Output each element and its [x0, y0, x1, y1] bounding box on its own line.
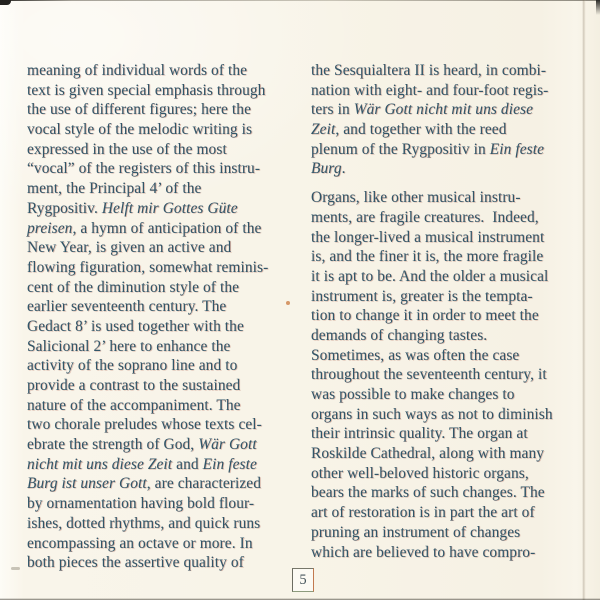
text-segment: art of restoration is in part the art of	[311, 504, 535, 522]
scan-top-edge-line	[0, 0, 600, 1]
text-segment: is, and the finer it is, the more fragile	[311, 248, 544, 266]
text-line	[311, 100, 589, 120]
italic-text-segment: nicht mit uns diese Zeit	[27, 455, 173, 473]
text-segment: demands of changing tastes.	[311, 326, 488, 344]
italic-text-segment: Ein feste	[202, 455, 257, 473]
text-segment: it is apt to be. And the older a musical	[311, 267, 549, 285]
text-segment: both pieces the assertive quality of	[27, 554, 244, 572]
text-line	[311, 140, 589, 160]
text-line	[311, 405, 589, 425]
paragraph	[311, 61, 589, 179]
text-segment: two chorale preludes whose texts cel-	[27, 416, 262, 434]
text-line	[311, 523, 589, 543]
text-line	[311, 306, 589, 326]
text-segment: the use of different figures; here the	[27, 101, 252, 119]
text-segment: instrument is, greater is the tempta-	[311, 287, 533, 305]
text-segment: activity of the soprano line and to	[27, 357, 238, 375]
text-segment: and	[172, 455, 203, 473]
text-line	[27, 120, 299, 140]
text-line	[27, 278, 299, 298]
text-line	[27, 100, 299, 120]
text-segment: bears the marks of such changes. The	[311, 484, 545, 502]
text-segment: was possible to make changes to	[311, 386, 515, 403]
text-line	[311, 61, 589, 81]
text-line	[27, 474, 299, 494]
text-line	[311, 464, 589, 484]
text-line	[311, 543, 589, 563]
text-segment: encompassing an octave or more. In	[27, 534, 253, 552]
text-segment: which are believed to have compro-	[311, 543, 536, 561]
text-line	[27, 61, 299, 81]
italic-text-segment: Zeit	[311, 121, 336, 139]
text-line	[27, 396, 299, 416]
text-line	[27, 415, 299, 435]
text-line	[27, 219, 299, 239]
scan-corner-mark-top-right	[596, 0, 600, 15]
text-segment: by ornamentation having bold flour-	[27, 495, 255, 513]
text-line	[311, 503, 589, 523]
text-segment: their intrinsic quality. The organ at	[311, 425, 528, 443]
text-line	[311, 346, 589, 366]
text-line	[311, 267, 589, 287]
italic-text-segment: Helft mir Gottes Güte	[101, 199, 238, 217]
text-segment: nature of the accompaniment. The	[27, 396, 241, 414]
text-line	[27, 435, 299, 455]
text-line	[27, 376, 299, 396]
text-segment: New Year, is given an active and	[27, 239, 232, 257]
text-line	[27, 258, 299, 278]
text-segment: provide a contrast to the sustained	[27, 377, 241, 394]
text-line	[27, 179, 299, 199]
italic-text-segment: Burg ist unser Gott	[27, 475, 147, 493]
text-segment: vocal style of the melodic writing is	[27, 121, 253, 139]
text-line	[27, 159, 299, 179]
text-segment: the longer-lived a musical instrument	[311, 228, 545, 246]
text-segment: organs in such ways as not to diminish	[311, 405, 553, 423]
text-segment: ebrate the strength of God,	[27, 436, 199, 454]
text-line	[27, 534, 299, 554]
text-segment: pruning an instrument of changes	[311, 523, 521, 541]
text-line	[27, 140, 299, 160]
page-number: 5	[299, 571, 307, 588]
text-line	[311, 188, 589, 208]
page-number-badge	[292, 568, 314, 592]
text-line	[27, 238, 299, 258]
italic-text-segment: Burg	[311, 160, 342, 178]
text-segment: , are characterized	[146, 475, 262, 493]
text-line	[27, 199, 299, 219]
right-text-column	[311, 61, 589, 571]
text-segment: nation with eight- and four-foot regis-	[311, 81, 549, 99]
text-line	[311, 385, 589, 405]
italic-text-segment: Ein feste	[489, 140, 545, 158]
text-segment: tion to change it in order to meet the	[311, 307, 539, 325]
text-segment: earlier seventeenth century. The	[27, 298, 227, 316]
text-segment: ters in	[311, 101, 354, 119]
text-segment: the Sesquialtera II is heard, in combi-	[311, 62, 547, 79]
text-line	[311, 81, 589, 101]
text-line	[27, 337, 299, 357]
text-line	[311, 208, 589, 228]
text-segment: Rygpositiv.	[27, 199, 102, 217]
paragraph	[311, 188, 589, 562]
text-line	[27, 297, 299, 317]
text-segment: Roskilde Cathedral, along with many	[311, 445, 545, 463]
text-segment: Organs, like other musical instru-	[311, 189, 521, 207]
text-segment: throughout the seventeenth century, it	[311, 366, 547, 384]
text-line	[27, 356, 299, 376]
text-line	[311, 228, 589, 248]
text-segment: other well-beloved historic organs,	[311, 464, 529, 482]
text-segment: Gedact 8’ is used together with the	[27, 317, 244, 335]
scan-smudge-mark	[11, 567, 20, 570]
text-line	[27, 514, 299, 534]
text-line	[27, 455, 299, 475]
italic-text-segment: Wär Gott nicht mit uns diese	[353, 101, 534, 119]
text-line	[311, 247, 589, 267]
scan-corner-mark-top-left	[0, 0, 11, 5]
text-line	[311, 483, 589, 503]
text-segment: ment, the Principal 4’ of the	[27, 180, 202, 198]
text-line	[311, 120, 589, 140]
text-line	[27, 553, 299, 573]
text-segment: text is given special emphasis through	[27, 81, 266, 99]
text-segment: meaning of individual words of the	[27, 62, 248, 79]
text-line	[27, 494, 299, 514]
text-segment: cent of the diminution style of the	[27, 278, 240, 296]
italic-text-segment: Wär Gott	[198, 436, 257, 454]
text-segment: flowing figuration, somewhat reminis-	[27, 258, 269, 276]
text-segment: , a hymn of anticipation of the	[72, 219, 262, 237]
text-segment: “vocal” of the registers of this instru-	[27, 160, 261, 178]
left-text-column	[27, 61, 299, 582]
text-line	[311, 287, 589, 307]
text-segment: Sometimes, as was often the case	[311, 346, 520, 364]
italic-text-segment: preisen	[27, 219, 73, 237]
text-line	[311, 365, 589, 385]
text-segment: .	[341, 160, 346, 178]
text-line	[311, 444, 589, 464]
text-line	[311, 159, 589, 179]
text-line	[27, 81, 299, 101]
text-segment: expressed in the use of the most	[27, 140, 227, 158]
text-segment: , and together with the reed	[335, 121, 507, 139]
text-line	[311, 424, 589, 444]
paragraph	[27, 61, 299, 573]
text-segment: ishes, dotted rhythms, and quick runs	[27, 514, 261, 532]
text-segment: plenum of the Rygpositiv in	[311, 140, 490, 158]
text-line	[311, 326, 589, 346]
text-line	[27, 317, 299, 337]
text-segment: ments, are fragile creatures. Indeed,	[311, 208, 539, 226]
text-segment: Salicional 2’ here to enhance the	[27, 337, 231, 355]
